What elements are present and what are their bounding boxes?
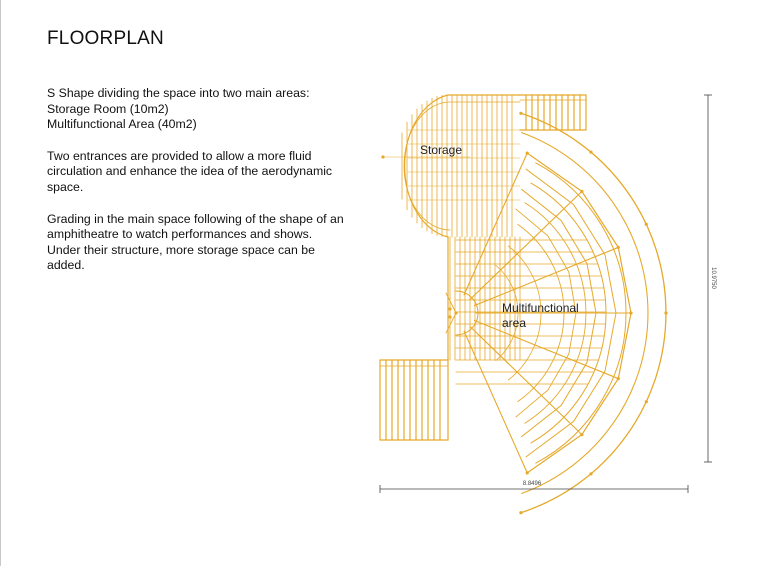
tier-node [617,246,620,249]
outer-ring-node [589,151,592,154]
grading-line-3: Under their structure, more storage space can be [47,242,315,257]
intro-line-3: Multifunctional Area (40m2) [47,117,197,132]
entrances-line-2: circulation and enhance the idea of the aerodynamic [47,164,333,179]
radial-rib [475,247,619,305]
outer-ring-node [664,311,667,314]
entrances-line-3: space. [47,179,84,194]
multifunctional-label-line-1: Multifunctional [502,301,579,315]
tier-node [580,190,583,193]
intro-line-2: Storage Room (10m2) [47,101,169,116]
tier-node [580,433,583,436]
tier-node [526,152,529,155]
outer-ring-node [519,112,522,115]
outer-ring-node [519,511,522,514]
radial-rib [464,331,527,473]
bottom-entrance-outline [380,360,448,440]
multifunctional-label-line-2: area [502,316,527,330]
stage-dot [448,307,451,310]
page-title: FLOORPLAN [47,28,164,49]
outer-ring-node [589,472,592,475]
grading-line-4: added. [47,258,85,273]
width-dimension-label: 8.8496 [522,481,542,487]
radial-rib [464,153,527,295]
outer-ring-node [645,223,648,226]
radial-rib [470,327,582,435]
intro-line-1: S Shape dividing the space into two main areas: [47,86,310,100]
tier-node [617,377,620,380]
radial-rib [475,321,619,379]
tier-node [526,471,529,474]
stage-dot [448,315,451,318]
grading-line-2: amphitheatre to watch performances and shows. [47,227,313,242]
tier-node [629,311,632,314]
height-dimension-label: 10.9750 [710,267,716,289]
outer-ring-node [645,400,648,403]
storage-label: Storage [420,143,463,157]
entrances-line-1: Two entrances are provided to allow a more fluid [47,148,312,163]
stage-center-dot [454,311,457,314]
grading-line-1: Grading in the main space following of the shape of an [47,211,344,226]
